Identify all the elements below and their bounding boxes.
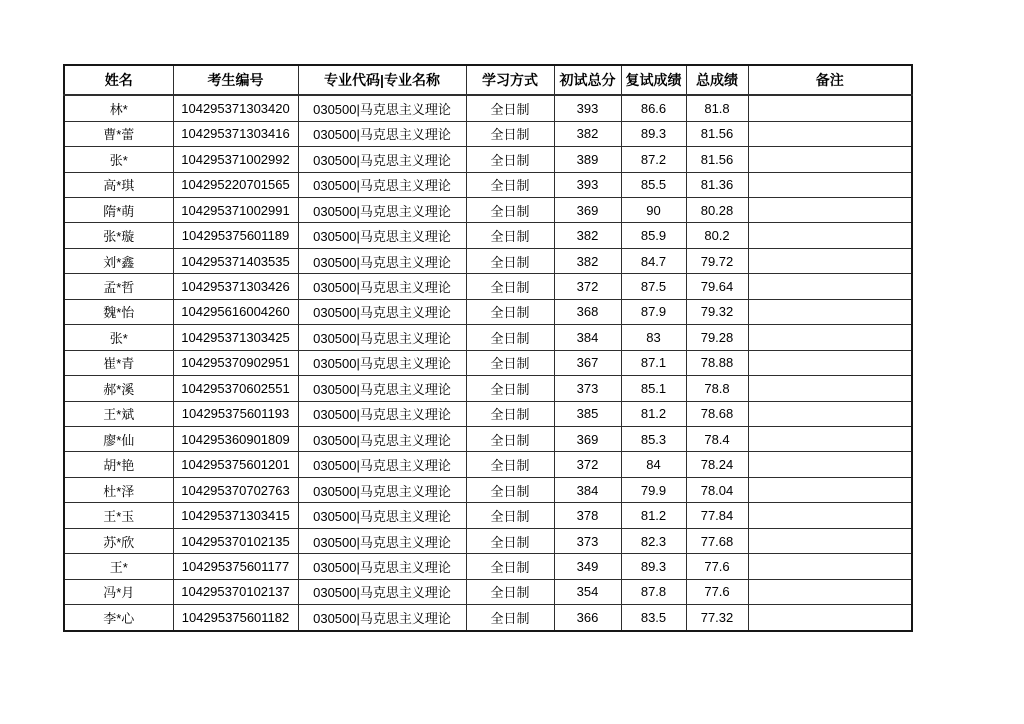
cell-name: 廖*仙	[64, 427, 173, 452]
table-row	[64, 579, 912, 604]
cell-initial-score: 382	[554, 223, 621, 248]
cell-major: 030500|马克思主义理论	[298, 325, 466, 350]
table-row	[64, 248, 912, 273]
cell-total-score: 81.8	[686, 95, 748, 121]
cell-initial-score: 368	[554, 299, 621, 324]
cell-total-score: 80.2	[686, 223, 748, 248]
cell-major: 030500|马克思主义理论	[298, 121, 466, 146]
cell-candidate-id: 104295375601201	[173, 452, 298, 477]
cell-major: 030500|马克思主义理论	[298, 427, 466, 452]
cell-total-score: 77.68	[686, 528, 748, 553]
cell-major: 030500|马克思主义理论	[298, 477, 466, 502]
cell-name: 林*	[64, 95, 173, 121]
column-header-study-mode: 学习方式	[466, 65, 554, 95]
cell-retest-score: 81.2	[621, 503, 686, 528]
cell-retest-score: 86.6	[621, 95, 686, 121]
cell-study-mode: 全日制	[466, 147, 554, 172]
cell-total-score: 79.72	[686, 248, 748, 273]
cell-retest-score: 87.2	[621, 147, 686, 172]
cell-study-mode: 全日制	[466, 172, 554, 197]
cell-remark	[748, 274, 912, 299]
cell-candidate-id: 104295371303425	[173, 325, 298, 350]
cell-major: 030500|马克思主义理论	[298, 605, 466, 631]
cell-candidate-id: 104295370902951	[173, 350, 298, 375]
cell-total-score: 80.28	[686, 197, 748, 222]
column-header-major: 专业代码|专业名称	[298, 65, 466, 95]
cell-study-mode: 全日制	[466, 299, 554, 324]
cell-initial-score: 366	[554, 605, 621, 631]
cell-major: 030500|马克思主义理论	[298, 554, 466, 579]
cell-retest-score: 84.7	[621, 248, 686, 273]
table-row	[64, 95, 912, 121]
cell-remark	[748, 376, 912, 401]
cell-study-mode: 全日制	[466, 121, 554, 146]
cell-study-mode: 全日制	[466, 376, 554, 401]
table-header-row	[64, 65, 912, 95]
admission-score-table	[63, 64, 913, 632]
cell-remark	[748, 605, 912, 631]
cell-initial-score: 382	[554, 121, 621, 146]
table-row	[64, 121, 912, 146]
cell-remark	[748, 452, 912, 477]
cell-major: 030500|马克思主义理论	[298, 376, 466, 401]
cell-initial-score: 372	[554, 452, 621, 477]
cell-name: 郝*溪	[64, 376, 173, 401]
cell-total-score: 77.32	[686, 605, 748, 631]
cell-candidate-id: 104295371303426	[173, 274, 298, 299]
cell-retest-score: 81.2	[621, 401, 686, 426]
cell-name: 张*	[64, 147, 173, 172]
cell-total-score: 81.36	[686, 172, 748, 197]
cell-candidate-id: 104295370102137	[173, 579, 298, 604]
cell-total-score: 77.6	[686, 554, 748, 579]
cell-candidate-id: 104295371403535	[173, 248, 298, 273]
cell-name: 胡*艳	[64, 452, 173, 477]
cell-major: 030500|马克思主义理论	[298, 401, 466, 426]
cell-total-score: 78.68	[686, 401, 748, 426]
cell-total-score: 77.84	[686, 503, 748, 528]
cell-total-score: 81.56	[686, 121, 748, 146]
table-row	[64, 223, 912, 248]
cell-candidate-id: 104295375601182	[173, 605, 298, 631]
cell-total-score: 77.6	[686, 579, 748, 604]
table-row	[64, 528, 912, 553]
cell-total-score: 78.24	[686, 452, 748, 477]
cell-name: 崔*青	[64, 350, 173, 375]
cell-remark	[748, 427, 912, 452]
cell-retest-score: 89.3	[621, 554, 686, 579]
cell-retest-score: 87.1	[621, 350, 686, 375]
cell-candidate-id: 104295371303416	[173, 121, 298, 146]
cell-initial-score: 378	[554, 503, 621, 528]
cell-initial-score: 369	[554, 197, 621, 222]
cell-total-score: 78.8	[686, 376, 748, 401]
cell-major: 030500|马克思主义理论	[298, 579, 466, 604]
cell-remark	[748, 223, 912, 248]
cell-remark	[748, 121, 912, 146]
cell-candidate-id: 104295375601177	[173, 554, 298, 579]
cell-remark	[748, 299, 912, 324]
cell-retest-score: 87.5	[621, 274, 686, 299]
cell-initial-score: 369	[554, 427, 621, 452]
cell-total-score: 79.64	[686, 274, 748, 299]
cell-major: 030500|马克思主义理论	[298, 503, 466, 528]
cell-total-score: 81.56	[686, 147, 748, 172]
cell-initial-score: 372	[554, 274, 621, 299]
table-body	[64, 95, 912, 631]
table-row	[64, 274, 912, 299]
cell-name: 张*璇	[64, 223, 173, 248]
cell-retest-score: 85.1	[621, 376, 686, 401]
cell-retest-score: 90	[621, 197, 686, 222]
cell-total-score: 79.32	[686, 299, 748, 324]
table-row	[64, 147, 912, 172]
column-header-initial-score: 初试总分	[554, 65, 621, 95]
cell-major: 030500|马克思主义理论	[298, 95, 466, 121]
cell-study-mode: 全日制	[466, 477, 554, 502]
cell-initial-score: 384	[554, 477, 621, 502]
cell-remark	[748, 528, 912, 553]
cell-candidate-id: 104295370102135	[173, 528, 298, 553]
cell-name: 王*斌	[64, 401, 173, 426]
cell-remark	[748, 248, 912, 273]
cell-name: 隋*萌	[64, 197, 173, 222]
cell-name: 高*琪	[64, 172, 173, 197]
cell-retest-score: 85.9	[621, 223, 686, 248]
cell-initial-score: 373	[554, 528, 621, 553]
table-row	[64, 325, 912, 350]
cell-remark	[748, 325, 912, 350]
cell-name: 孟*哲	[64, 274, 173, 299]
cell-study-mode: 全日制	[466, 554, 554, 579]
cell-study-mode: 全日制	[466, 528, 554, 553]
cell-initial-score: 367	[554, 350, 621, 375]
cell-remark	[748, 197, 912, 222]
cell-retest-score: 84	[621, 452, 686, 477]
cell-remark	[748, 172, 912, 197]
cell-retest-score: 79.9	[621, 477, 686, 502]
cell-initial-score: 382	[554, 248, 621, 273]
cell-candidate-id: 104295616004260	[173, 299, 298, 324]
cell-name: 王*	[64, 554, 173, 579]
cell-study-mode: 全日制	[466, 95, 554, 121]
cell-initial-score: 349	[554, 554, 621, 579]
cell-remark	[748, 554, 912, 579]
table-row	[64, 452, 912, 477]
cell-name: 张*	[64, 325, 173, 350]
cell-remark	[748, 147, 912, 172]
table-row	[64, 605, 912, 631]
cell-total-score: 78.04	[686, 477, 748, 502]
cell-retest-score: 83.5	[621, 605, 686, 631]
cell-study-mode: 全日制	[466, 401, 554, 426]
cell-remark	[748, 401, 912, 426]
cell-name: 冯*月	[64, 579, 173, 604]
cell-initial-score: 393	[554, 95, 621, 121]
table-row	[64, 554, 912, 579]
cell-major: 030500|马克思主义理论	[298, 248, 466, 273]
cell-name: 曹*蕾	[64, 121, 173, 146]
cell-major: 030500|马克思主义理论	[298, 147, 466, 172]
cell-major: 030500|马克思主义理论	[298, 223, 466, 248]
cell-candidate-id: 104295371002991	[173, 197, 298, 222]
cell-candidate-id: 104295375601189	[173, 223, 298, 248]
cell-name: 李*心	[64, 605, 173, 631]
table-row	[64, 376, 912, 401]
cell-study-mode: 全日制	[466, 325, 554, 350]
cell-initial-score: 385	[554, 401, 621, 426]
cell-study-mode: 全日制	[466, 248, 554, 273]
cell-candidate-id: 104295371303420	[173, 95, 298, 121]
cell-major: 030500|马克思主义理论	[298, 452, 466, 477]
cell-candidate-id: 104295360901809	[173, 427, 298, 452]
table-row	[64, 427, 912, 452]
cell-name: 苏*欣	[64, 528, 173, 553]
cell-retest-score: 87.9	[621, 299, 686, 324]
table-row	[64, 503, 912, 528]
cell-name: 刘*鑫	[64, 248, 173, 273]
cell-initial-score: 373	[554, 376, 621, 401]
cell-remark	[748, 477, 912, 502]
cell-initial-score: 389	[554, 147, 621, 172]
column-header-name: 姓名	[64, 65, 173, 95]
column-header-retest-score: 复试成绩	[621, 65, 686, 95]
cell-major: 030500|马克思主义理论	[298, 299, 466, 324]
cell-study-mode: 全日制	[466, 605, 554, 631]
column-header-candidate-id: 考生编号	[173, 65, 298, 95]
cell-initial-score: 393	[554, 172, 621, 197]
column-header-total-score: 总成绩	[686, 65, 748, 95]
cell-total-score: 78.4	[686, 427, 748, 452]
cell-retest-score: 83	[621, 325, 686, 350]
cell-study-mode: 全日制	[466, 452, 554, 477]
cell-study-mode: 全日制	[466, 223, 554, 248]
cell-candidate-id: 104295370602551	[173, 376, 298, 401]
cell-study-mode: 全日制	[466, 427, 554, 452]
table-row	[64, 350, 912, 375]
cell-retest-score: 85.5	[621, 172, 686, 197]
cell-major: 030500|马克思主义理论	[298, 172, 466, 197]
cell-study-mode: 全日制	[466, 350, 554, 375]
cell-retest-score: 89.3	[621, 121, 686, 146]
cell-study-mode: 全日制	[466, 197, 554, 222]
cell-initial-score: 384	[554, 325, 621, 350]
table-row	[64, 401, 912, 426]
table-row	[64, 299, 912, 324]
cell-total-score: 79.28	[686, 325, 748, 350]
cell-major: 030500|马克思主义理论	[298, 197, 466, 222]
cell-retest-score: 82.3	[621, 528, 686, 553]
cell-candidate-id: 104295375601193	[173, 401, 298, 426]
cell-initial-score: 354	[554, 579, 621, 604]
cell-study-mode: 全日制	[466, 274, 554, 299]
cell-remark	[748, 503, 912, 528]
cell-retest-score: 85.3	[621, 427, 686, 452]
cell-study-mode: 全日制	[466, 579, 554, 604]
column-header-remarks: 备注	[748, 65, 912, 95]
cell-candidate-id: 104295220701565	[173, 172, 298, 197]
table-row	[64, 172, 912, 197]
cell-remark	[748, 95, 912, 121]
cell-remark	[748, 579, 912, 604]
table-row	[64, 197, 912, 222]
cell-name: 魏*怡	[64, 299, 173, 324]
cell-total-score: 78.88	[686, 350, 748, 375]
cell-major: 030500|马克思主义理论	[298, 528, 466, 553]
cell-study-mode: 全日制	[466, 503, 554, 528]
cell-name: 杜*泽	[64, 477, 173, 502]
cell-candidate-id: 104295370702763	[173, 477, 298, 502]
cell-remark	[748, 350, 912, 375]
cell-candidate-id: 104295371303415	[173, 503, 298, 528]
cell-candidate-id: 104295371002992	[173, 147, 298, 172]
cell-major: 030500|马克思主义理论	[298, 350, 466, 375]
cell-major: 030500|马克思主义理论	[298, 274, 466, 299]
cell-retest-score: 87.8	[621, 579, 686, 604]
cell-name: 王*玉	[64, 503, 173, 528]
table-row	[64, 477, 912, 502]
